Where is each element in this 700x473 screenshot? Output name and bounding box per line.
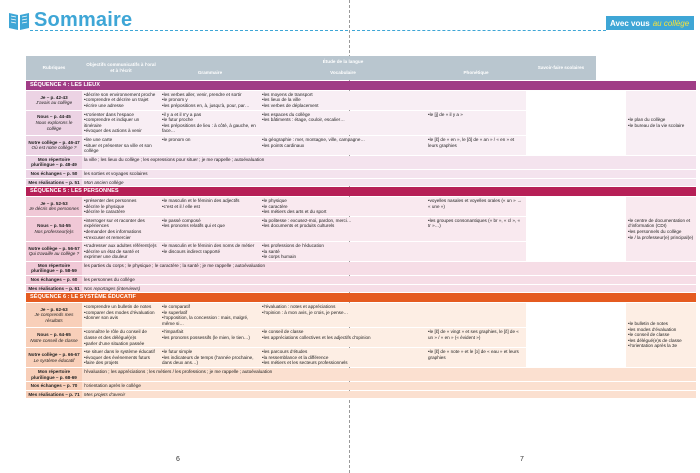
seq6-realisations-text: Mes projets d’avenir [82,391,696,399]
list-item: • le passé composé [162,218,258,224]
seq5-je-grammaire [160,197,260,216]
list-item: • le futur proche [162,117,258,123]
contents-table [26,56,696,399]
list-item: • les appréciations collectives et les adjectifs d’opinion [262,335,424,341]
seq6-notre-phonetique [426,348,526,367]
seq5-repertoire-label: Mon répertoire plurilingue – p. 58-59 [26,262,82,275]
list-item: • les groupes consonantiques (« br », « cl », « tr »…) [428,218,524,229]
seq5-notre-subtitle: Qui travaille au collège ? [28,251,80,257]
seq4-nous-title: Nous – p. 44-45 [37,114,71,120]
seq4-nous-phonetique [426,111,526,135]
list-item: • le [ɛ̃] de « note » et le [ɔ] de « eau » et leurs graphies [428,349,524,360]
header-etude-label: Étude de la langue [322,58,364,64]
list-item: • décrire le physique [84,204,158,210]
seq4-echanges-row [26,170,696,178]
badge-text: Avec vous [610,18,650,28]
seq6-repertoire-row [26,368,696,381]
list-item: • les espaces du collège [262,112,424,118]
seq6-je-phonetique [426,303,526,327]
seq5-notre-label [26,242,82,261]
list-item: • les métiers des arts et du sport [262,209,424,215]
seq4-notre-subtitle: Où est notre collège ? [31,145,77,151]
list-item: • le [ɛ̃] de « vingt » et ses graphies, le [ɛ̃] de « un » / « en » (« évident ») [428,329,524,340]
seq4-nous-vocabulaire [260,111,426,135]
list-item: • le pronom y [162,97,258,103]
list-item: • le discours indirect rapporté [162,249,258,255]
seq4-je-phonetique [426,91,526,110]
seq6-nous-vocabulaire [260,328,426,347]
header-rubriques: Rubriques [26,56,82,80]
list-item: • le plan du collège [628,117,694,123]
seq5-nous-phonetique [426,217,526,241]
seq4-je-title: Je – p. 42-43 [40,94,68,100]
list-item: • le masculin et le féminin des noms de métier [162,243,258,249]
seq6-je-objectifs [82,303,160,327]
seq4-realisations-label: Mes réalisations – p. 51 [26,179,82,187]
collection-badge [606,16,694,30]
seq4-je-objectifs [82,91,160,110]
seq6-notre-objectifs [82,348,160,367]
list-item: • les professions de l’éducation [262,243,424,249]
seq6-nous-grammaire [160,328,260,347]
seq5-nous-objectifs [82,217,160,241]
list-item: • les moyens de transport [262,92,424,98]
seq4-je-subtitle: J’avais au collège [35,100,73,106]
list-item: • le / la professeur(e) principal(e) [628,235,694,241]
seq4-savoir-faire [626,91,696,155]
seq6-notre-label [26,348,82,367]
seq6-echanges-row [26,382,696,390]
list-item: • le centre de documentation et d’information (CDI) [628,218,694,229]
seq4-notre-objectifs [82,136,160,155]
list-item: • le bureau de la vie scolaire [628,123,694,129]
list-item: • les parcours d’études [262,349,424,355]
seq5-je-subtitle: Je décris des personnes [29,206,79,212]
seq6-repertoire-text: l’évaluation ; les appréciations ; les métiers / les professions ; je me rappelle ; autoévaluation [82,368,696,381]
list-item: • l’opinion : à mon avis, je crois, je pense… [262,310,424,316]
page-number-left: 6 [176,456,180,463]
list-item: • s’adresser aux adultes référent(e)s [84,243,158,249]
list-item: • l’évaluation : notes et appréciations [262,304,424,310]
header-etude [160,56,526,80]
seq6-je-vocabulaire [260,303,426,327]
list-item: • faire des projets [84,360,158,366]
badge-highlight: au collège [652,18,690,28]
list-item: • comprendre et décrire un trajet [84,97,158,103]
seq4-je-label [26,91,82,110]
seq6-echanges-text: l’orientation après le collège [82,382,696,390]
list-item: • interroger sur et raconter des expériences [84,218,158,229]
seq6-je-subtitle: Je comprends mes résultats [34,312,74,324]
list-item: • les pronoms relatifs qui et que [162,223,258,229]
list-item: • les personnels du collège [628,229,694,235]
list-item: • le pronom on [162,137,258,143]
list-item: • comparer des modes d’évaluation [84,310,158,316]
page-number-right: 7 [520,456,524,463]
list-item: • le superlatif [162,310,258,316]
seq5-realisations-text: Nos reportages (interviews) [82,285,696,293]
seq6-notre-subtitle: Le système éducatif [33,357,75,363]
seq4-repertoire-text: la ville ; les lieux du collège ; les expressions pour situer ; je me rappelle ; autoévaluation [82,156,696,169]
list-item: • la géographie : mer, montagne, ville, campagne… [262,137,424,143]
seq4-repertoire-row [26,156,696,169]
seq4-je-row [26,91,626,110]
list-item: • lire une carte [84,137,158,143]
seq5-je-vocabulaire [260,197,426,216]
seq5-je-label [26,197,82,216]
list-item: • le futur simple [162,349,258,355]
seq6-nous-objectifs [82,328,160,347]
list-item: • les verbes de déplacement [262,103,424,109]
seq4-nous-label [26,111,82,135]
seq5-title: SÉQUENCE 5 : LES PERSONNES [26,187,696,196]
list-item: • les pronoms possessifs (le mien, le tien…) [162,335,258,341]
header-grammaire: Grammaire [197,70,223,76]
list-item: • les prépositions de lieu : à côté, à gauche, en face… [162,123,258,134]
list-item: • le conseil de classe [262,329,424,335]
seq4-body [26,91,696,156]
seq6-lessons [26,303,626,368]
list-item: • parler d’une situation passée [84,341,158,347]
seq6-title: SÉQUENCE 6 : LE SYSTÈME ÉDUCATIF [26,293,696,302]
seq4-notre-vocabulaire [260,136,426,155]
seq6-nous-title: Nous – p. 64-65 [37,332,71,338]
header-phonetique: Phonétique [463,70,489,76]
seq5-nous-label [26,217,82,241]
list-item: • le [ɛ̃] de « en », le [ɑ̃] de « an » / « en » et leurs graphies [428,137,524,148]
seq6-je-title: Je – p. 62-63 [40,306,68,312]
list-item: • les bâtiments : étage, couloir, escalier… [262,117,424,123]
list-item: • le comparatif [162,304,258,310]
list-item: • décrire son environnement proche [84,92,158,98]
seq4-nous-subtitle: Nous explorons le collège [35,119,73,131]
list-item: • l’orientation après la 3e [628,343,694,349]
seq5-nous-grammaire [160,217,260,241]
seq4-je-grammaire [160,91,260,110]
title-rule-right [352,30,606,31]
seq5-je-phonetique [426,197,526,216]
list-item: • évoquer des événements futurs [84,355,158,361]
list-item: • les verbes aller, venir, prendre et sortir [162,92,258,98]
list-item: • comprendre et indiquer un itinéraire [84,117,158,128]
list-item: • écrire une adresse [84,103,158,109]
seq4-notre-title: Notre collège – p. 46-47 [28,139,80,145]
seq4-echanges-label: Nos échanges – p. 50 [26,170,82,178]
seq5-notre-title: Notre collège – p. 56-57 [28,245,80,251]
seq5-repertoire-row [26,262,696,275]
seq6-je-grammaire [160,303,260,327]
seq6-nous-phonetique [426,328,526,347]
seq6-nous-row [26,328,626,347]
seq6-notre-vocabulaire [260,348,426,367]
seq5-body [26,197,696,262]
list-item: • les documents et produits culturels [262,223,424,229]
list-item: • la politesse : excusez-moi, pardon, merci… [262,218,424,224]
list-item: • l’imparfait [162,329,258,335]
seq5-notre-grammaire [160,242,260,261]
list-item: • la santé [262,249,424,255]
list-item: • les points cardinaux [262,143,424,149]
page-title: Sommaire [34,8,133,31]
seq4-title-row [26,81,696,90]
seq6-je-row [26,303,626,327]
list-item: • les lieux de la ville [262,97,424,103]
seq4-title: SÉQUENCE 4 : LES LIEUX [26,81,696,90]
seq6-notre-grammaire [160,348,260,367]
seq6-realisations-row [26,391,696,399]
header-etude-subs [160,67,526,80]
list-item: • le physique [262,198,424,204]
list-item: • c’est et il / elle est [162,204,258,210]
list-item: • s’orienter dans l’espace [84,112,158,118]
seq5-realisations-row [26,285,696,293]
header-savoir-faire: Savoir-faire scolaires [526,56,596,80]
seq6-je-label [26,303,82,327]
list-item: • situer et présenter sa ville et son collège [84,143,158,154]
seq4-nous-row [26,111,626,135]
list-item: • comprendre un bulletin de notes [84,304,158,310]
seq6-realisations-label: Mes réalisations – p. 71 [26,391,82,399]
seq4-realisations-text: Mon ancien collège [82,179,696,187]
seq5-je-objectifs [82,197,160,216]
list-item: • le conseil de classe [628,332,694,338]
seq6-body [26,303,696,368]
list-item: • décrire un état de santé et exprimer une douleur [84,249,158,260]
seq5-nous-title: Nous – p. 54-55 [37,223,71,229]
seq5-echanges-text: les personnes du collège [82,276,696,284]
seq6-notre-title: Notre collège – p. 66-67 [28,352,80,358]
seq4-notre-label [26,136,82,155]
list-item: • la ressemblance et la différence [262,355,424,361]
header-vocabulaire: Vocabulaire [330,70,356,76]
seq4-notre-phonetique [426,136,526,155]
list-item: • il y a et il n’y a pas [162,112,258,118]
list-item: • le masculin et le féminin des adjectifs [162,198,258,204]
seq4-nous-grammaire [160,111,260,135]
seq5-echanges-label: Nos échanges – p. 60 [26,276,82,284]
seq5-echanges-row [26,276,696,284]
seq5-je-title: Je – p. 52-53 [40,200,68,206]
seq5-nous-vocabulaire [260,217,426,241]
seq5-repertoire-text: les parties du corps ; le physique ; le caractère ; la santé ; je me rappelle ; autoévaluation [82,262,696,275]
list-item: • présenter des personnes [84,198,158,204]
seq4-notre-row [26,136,626,155]
seq5-savoir-faire [626,197,696,261]
seq4-je-vocabulaire [260,91,426,110]
seq6-nous-label [26,328,82,347]
seq5-realisations-label: Mes réalisations – p. 61 [26,285,82,293]
list-item: • voyelles nasales et voyelles orales (« un » → « une ») [428,198,524,209]
list-item: • le bulletin de notes [628,321,694,327]
seq6-savoir-faire [626,303,696,367]
seq6-echanges-label: Nos échanges – p. 70 [26,382,82,390]
seq6-repertoire-label: Mon répertoire plurilingue – p. 68-69 [26,368,82,381]
title-block [8,8,132,32]
list-item: • les modes d’évaluation [628,327,694,333]
list-item: • connaître le rôle du conseil de classe et des délégué(e)s [84,329,158,340]
seq5-title-row [26,187,696,196]
list-item: • les indicateurs de temps (l’année prochaine, dans deux ans…) [162,355,258,366]
seq4-repertoire-label: Mon répertoire plurilingue – p. 48-49 [26,156,82,169]
header-objectifs: Objectifs communicatifs à l’oral et à l’écrit [82,56,160,80]
open-book-icon [8,8,30,32]
list-item: • décrire le caractère [84,209,158,215]
seq4-lessons [26,91,626,156]
seq5-notre-phonetique [426,242,526,261]
list-item: • évoquer des actions à venir [84,128,158,134]
list-item: • les prépositions en, à, jusqu’à, pour, par… [162,103,258,109]
title-rule [30,30,348,31]
seq5-nous-subtitle: Nos professeur(e)s [34,228,74,234]
list-item: • donner son avis [84,315,158,321]
seq6-title-row [26,293,696,302]
seq4-nous-objectifs [82,111,160,135]
list-item: • le corps humain [262,254,424,260]
list-item: • s’excuser et remercier [84,235,158,241]
seq5-notre-objectifs [82,242,160,261]
list-item: • se situer dans le système éducatif [84,349,158,355]
list-item: • demander des informations [84,229,158,235]
seq4-notre-grammaire [160,136,260,155]
seq5-notre-vocabulaire [260,242,426,261]
table-header [26,56,696,80]
seq6-notre-row [26,348,626,367]
list-item: • le caractère [262,204,424,210]
seq4-realisations-row [26,179,696,187]
seq6-nous-subtitle: Notre conseil de classe [30,337,78,343]
list-item: • les délégué(e)s de classe [628,338,694,344]
list-item: • le [j] de « il y a » [428,112,524,118]
seq4-echanges-text: les sorties et voyages scolaires [82,170,696,178]
seq5-lessons [26,197,626,262]
seq5-notre-row [26,242,626,261]
seq5-nous-row [26,217,626,241]
list-item: • l’opposition, la concession : mais, malgré, même si… [162,315,258,326]
list-item: • les métiers et les secteurs professionnels [262,360,424,366]
seq5-je-row [26,197,626,216]
